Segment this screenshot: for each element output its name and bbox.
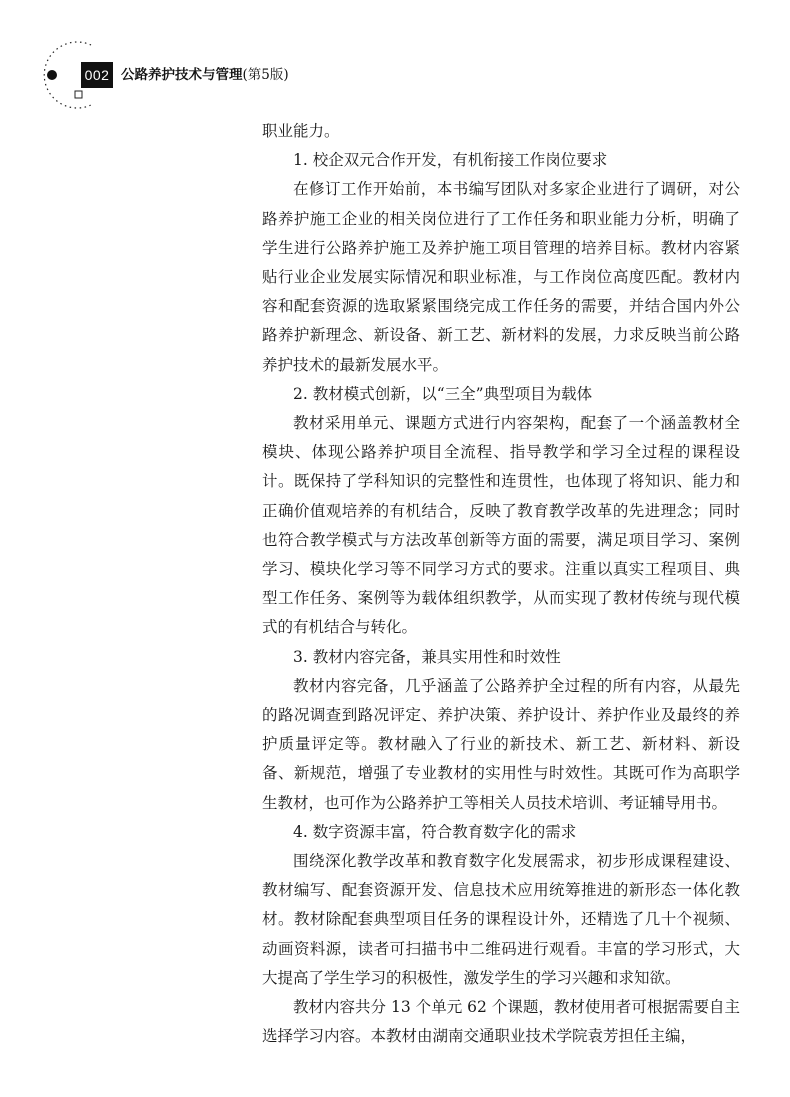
section-heading: 2. 教材模式创新，以“三全”典型项目为载体 (293, 384, 593, 403)
page-header (0, 0, 790, 120)
paragraph: 在修订工作开始前，本书编写团队对多家企业进行了调研，对公路养护施工企业的相关岗位进行了工作任务和职业能力分析，明确了学生进行公路养护施工及养护施工项目管理的培养目标。教材内容紧贴行业企业发展实际情况和职业标准，与工作岗位高度匹配。教材内容和配套资源的选取紧紧围绕完成工作任务的需要，并结合国内外公路养护新理念、新设备、新工艺、新材料的发展，力求反映当前公路养护技术的最新发展水平。 (262, 180, 740, 374)
section-heading: 4. 数字资源丰富，符合教育数字化的需求 (293, 822, 577, 841)
paragraph: 职业能力。 (262, 122, 340, 140)
body-text (262, 117, 740, 1052)
paragraph: 教材内容共分 13 个单元 62 个课题，教材使用者可根据需要自主选择学习内容。本教材由湖南交通职业技术学院袁芳担任主编， (262, 998, 740, 1046)
header-ornament-icon (0, 0, 140, 120)
book-edition: (第5版) (242, 67, 289, 83)
book-title (121, 64, 289, 86)
page-number: 002 (81, 62, 113, 88)
paragraph: 教材内容完备，几乎涵盖了公路养护全过程的所有内容，从最先的路况调查到路况评定、养护决策、养护设计、养护作业及最终的养护质量评定等。教材融入了行业的新技术、新工艺、新材料、新设备、新规范，增强了专业教材的实用性与时效性。其既可作为高职学生教材，也可作为公路养护工等相关人员技术培训、考证辅导用书。 (262, 676, 740, 812)
paragraph: 围绕深化教学改革和教育数字化发展需求，初步形成课程建设、教材编写、配套资源开发、信息技术应用统筹推进的新形态一体化教材。教材除配套典型项目任务的课程设计外，还精选了几十个视频、动画资料源，读者可扫描书中二维码进行观看。丰富的学习形式，大大提高了学生学习的积极性，激发学生的学习兴趣和求知欲。 (262, 852, 740, 987)
paragraph: 教材采用单元、课题方式进行内容架构，配套了一个涵盖教材全模块、体现公路养护项目全流程、指导教学和学习全过程的课程设计。既保持了学科知识的完整性和连贯性，也体现了将知识、能力和正确价值观培养的有机结合，反映了教育教学改革的先进理念；同时也符合教学模式与方法改革创新等方面的需要，满足项目学习、案例学习、模块化学习等不同学习方式的要求。注重以真实工程项目、典型工作任务、案例等为载体组织教学，从而实现了教材传统与现代模式的有机结合与转化。 (262, 414, 740, 637)
section-heading: 3. 教材内容完备，兼具实用性和时效性 (293, 647, 561, 666)
book-title-text: 公路养护技术与管理 (121, 67, 243, 83)
section-heading: 1. 校企双元合作开发，有机衔接工作岗位要求 (293, 151, 608, 170)
